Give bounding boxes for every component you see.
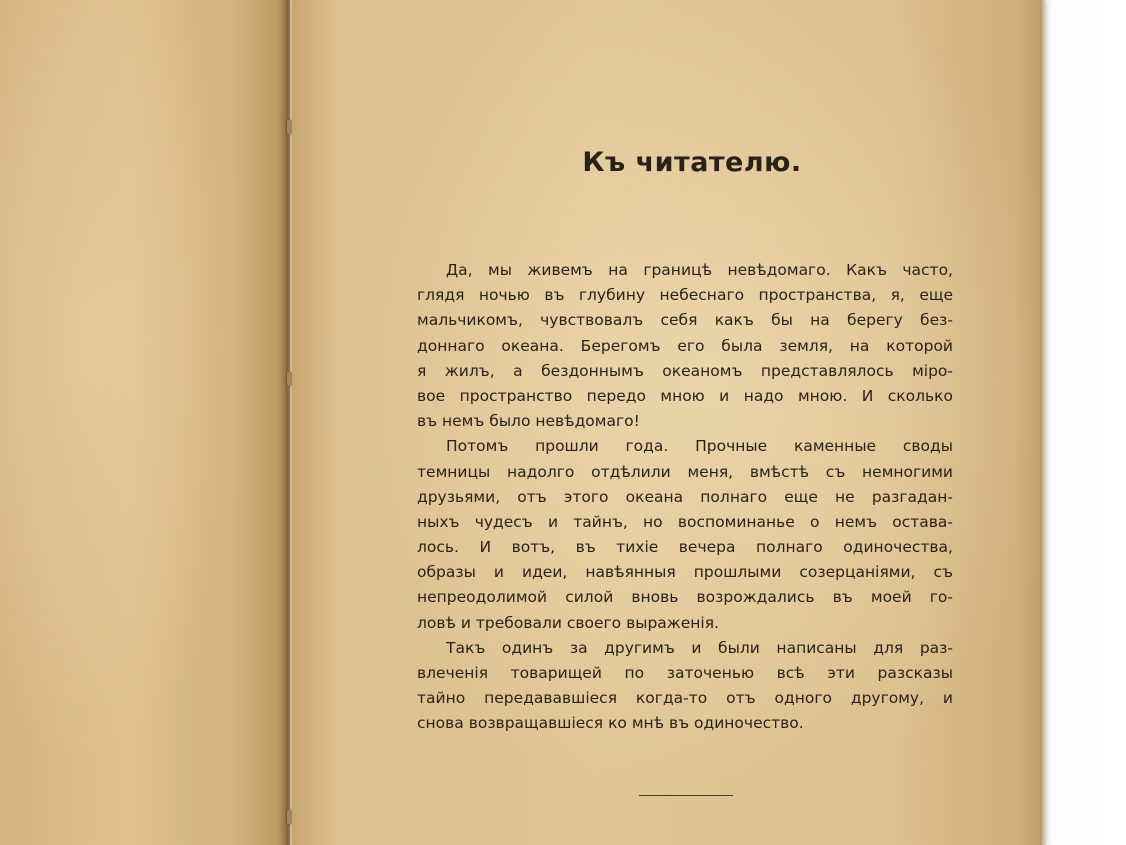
text-line: лось. И вотъ, въ тихіе вечера полнаго одиночества, [417,538,953,557]
text-line: ловѣ и требовали своего выраженія. [417,613,719,632]
end-rule [639,795,733,796]
chapter-heading: Къ читателю. [582,147,802,178]
text-line: ныхъ чудесъ и тайнъ, но воспоминанье о немъ остава- [417,512,953,531]
preface-text [417,258,953,737]
text-line: влеченія товарищей по заточенью всѣ эти разсказы [417,664,953,682]
text-line: глядя ночью въ глубину небеснаго пространства, я, еще [417,286,953,305]
page-edge [1040,0,1046,845]
text-line: я жилъ, а бездоннымъ океаномъ представлялось міро- [417,361,953,380]
text-line: Потомъ прошли года. Прочные каменные своды [446,437,953,456]
text-line: въ немъ было невѣдомаго! [417,412,640,431]
text-line: темницы надолго отдѣлили меня, вмѣстѣ съ немногими [417,462,953,481]
right-page [292,0,1044,845]
text-line: образы и идеи, навѣянныя прошлыми созерцаніями, съ [417,563,953,582]
text-line: друзьями, отъ этого океана полнаго еще не разгадан- [417,487,953,506]
text-line: доннаго океана. Берегомъ его была земля, на которой [417,336,953,355]
text-line: мальчикомъ, чувствовалъ себя какъ бы на берегу без- [417,311,953,330]
text-line: снова возвращавшіеся ко мнѣ въ одиночество. [417,714,804,733]
text-line: Такъ одинъ за другимъ и были написаны для раз- [446,638,953,657]
left-page [0,0,290,845]
text-line: Да, мы живемъ на границѣ невѣдомаго. Какъ часто, [446,261,953,279]
text-line: тайно передававшіеся когда-то отъ одного другому, и [417,689,953,708]
text-line: непреодолимой силой вновь возрождались въ моей го- [417,588,953,607]
text-line: вое пространство передо мною и надо мною. И сколько [417,386,953,405]
